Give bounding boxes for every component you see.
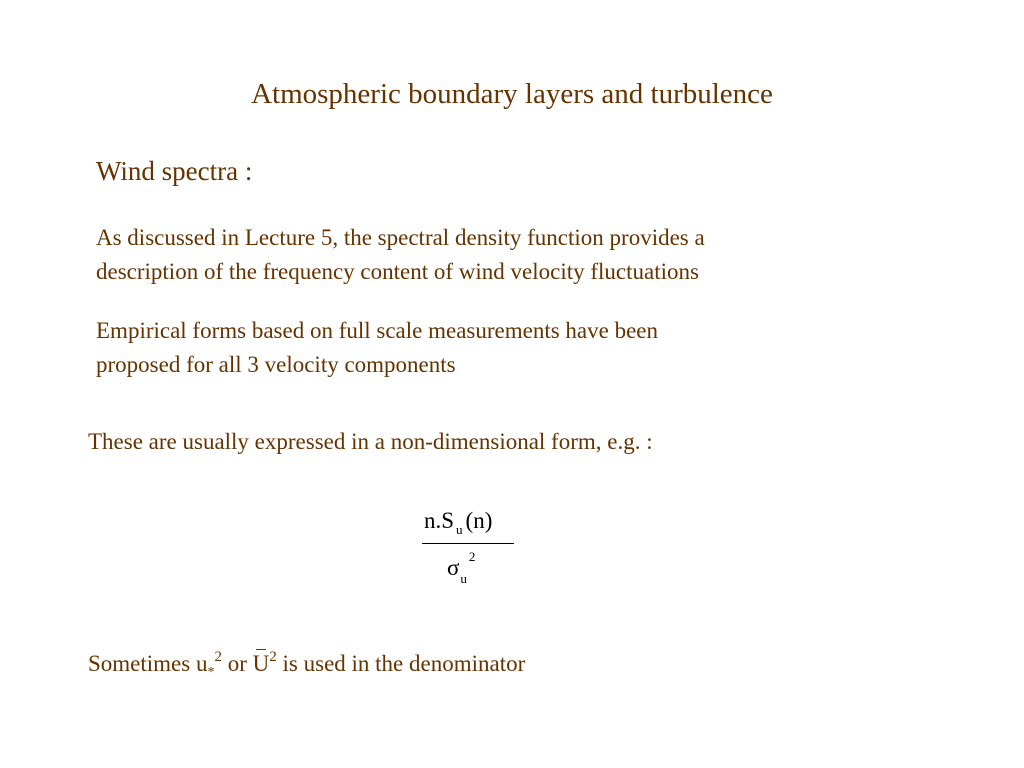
footer-text-1: Sometimes u xyxy=(88,651,208,676)
denominator-subscript: u xyxy=(460,571,467,586)
numerator-prefix: n.S xyxy=(424,508,455,533)
numerator-subscript: u xyxy=(456,522,463,537)
paragraph-lecture-reference xyxy=(96,221,705,289)
paragraph-empirical-forms xyxy=(96,314,658,382)
paragraph-line: description of the frequency content of wind velocity fluctuations xyxy=(96,259,699,284)
footer-note xyxy=(88,647,525,685)
equation-denominator xyxy=(447,549,476,586)
paragraph-line: Empirical forms based on full scale measurements have been xyxy=(96,318,659,343)
footer-superscript-2: 2 xyxy=(269,649,277,665)
denominator-sigma: σ xyxy=(447,555,460,580)
numerator-suffix: (n) xyxy=(465,508,493,533)
denominator-superscript: 2 xyxy=(468,549,476,564)
section-heading: Wind spectra : xyxy=(96,156,253,186)
paragraph-line: As discussed in Lecture 5, the spectral density function provides a xyxy=(96,225,705,250)
footer-superscript-1: 2 xyxy=(214,649,222,665)
footer-text-2: or xyxy=(221,651,253,676)
slide-title: Atmospheric boundary layers and turbulence xyxy=(251,78,773,110)
fraction-bar xyxy=(422,543,514,544)
footer-u-bar: U xyxy=(253,647,270,681)
paragraph-non-dimensional: These are usually expressed in a non-dimensional form, e.g. : xyxy=(88,429,653,454)
paragraph-line: proposed for all 3 velocity components xyxy=(96,352,456,377)
footer-subscript-star: * xyxy=(207,665,215,680)
footer-text-3: is used in the denominator xyxy=(276,651,526,676)
equation-numerator xyxy=(424,508,493,537)
